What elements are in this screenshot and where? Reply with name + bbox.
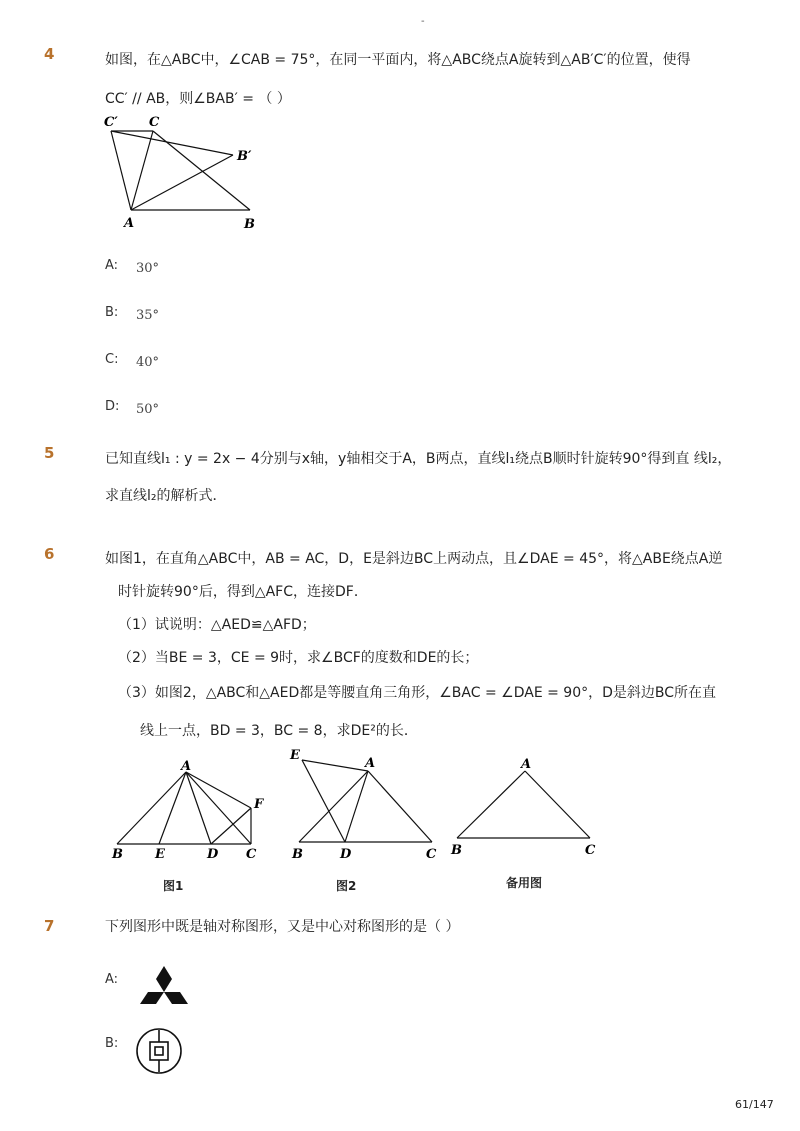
q4-option-d-value: 50° (136, 402, 160, 417)
fig3-label-c: C (585, 843, 596, 858)
question-number-7: 7 (44, 917, 55, 935)
q4-option-b-value: 35° (136, 308, 160, 323)
question-6-part-3: （3）如图2，△ABC和△AED都是等腰直角三角形，∠BAC = ∠DAE = 90°，D是斜边BC所在直 (118, 685, 717, 701)
fig2-label-d: D (340, 847, 352, 862)
fig2-label-e: E (290, 748, 300, 763)
header-mark: - (421, 16, 425, 27)
q4-option-d-label[interactable]: D: (105, 399, 120, 414)
question-6-figure-2 (285, 745, 445, 863)
fig1-label-d: D (207, 847, 219, 862)
question-4-line-1: 如图，在△ABC中，∠CAB = 75°，在同一平面内，将△ABC绕点A旋转到△AB′C′的位置，使得 (105, 52, 691, 68)
fig1-label-f: F (254, 797, 264, 812)
question-4-figure (100, 110, 270, 235)
page-number: 61/147 (735, 1098, 774, 1111)
fig2-caption: 图2 (336, 879, 357, 893)
fig1-label-c: C (246, 847, 257, 862)
fig1-label-a: A (181, 759, 192, 774)
question-6-part-1: （1）试说明：△AED≌△AFD； (118, 617, 316, 633)
q4-option-c-value: 40° (136, 355, 160, 370)
q4-option-b-label[interactable]: B: (105, 305, 119, 320)
question-6-line-2: 时针旋转90°后，得到△AFC，连接DF． (118, 584, 368, 600)
question-6-part-3-cont: 线上一点，BD = 3，BC = 8，求DE²的长． (140, 723, 418, 739)
fig4-label-c-prime: C′ (104, 115, 118, 130)
question-6-figure-1 (108, 758, 278, 863)
question-6-backup-figure (445, 752, 605, 860)
q7-option-b-label[interactable]: B: (105, 1036, 119, 1051)
fig4-label-a: A (124, 216, 135, 231)
q7-option-a-label[interactable]: A: (105, 972, 119, 987)
circle-square-symbol-icon (135, 1027, 185, 1077)
question-number-6: 6 (44, 545, 55, 563)
question-7-line-1: 下列图形中既是轴对称图形，又是中心对称图形的是（ ） (105, 919, 460, 935)
question-5-line-2: 求直线l₂的解析式． (105, 488, 227, 504)
fig1-label-b: B (112, 847, 123, 862)
question-5-line-1: 已知直线l₁ : y = 2x − 4分别与x轴，y轴相交于A，B两点，直线l₁绕点B顺时针旋转90°得到直 线l₂， (105, 451, 732, 467)
question-number-4: 4 (44, 45, 55, 63)
fig2-label-a: A (365, 756, 376, 771)
fig3-label-b: B (451, 843, 462, 858)
q4-option-a-label[interactable]: A: (105, 258, 119, 273)
question-4-line-2: CC′ // AB，则∠BAB′ = （ ） (105, 91, 291, 107)
fig2-label-c: C (426, 847, 437, 862)
fig3-label-a: A (521, 757, 532, 772)
mitsubishi-logo-icon (136, 964, 192, 1016)
question-number-5: 5 (44, 444, 55, 462)
fig2-label-b: B (292, 847, 303, 862)
question-6-line-1: 如图1，在直角△ABC中，AB = AC，D，E是斜边BC上两动点，且∠DAE = 45°，将△ABE绕点A逆 (105, 551, 723, 567)
fig1-label-e: E (155, 847, 165, 862)
fig4-label-c: C (149, 115, 160, 130)
q4-option-a-value: 30° (136, 261, 160, 276)
q4-option-c-label[interactable]: C: (105, 352, 119, 367)
fig4-label-b-prime: B′ (237, 149, 252, 164)
fig3-caption: 备用图 (506, 876, 543, 890)
question-6-part-2: （2）当BE = 3，CE = 9时，求∠BCF的度数和DE的长； (118, 650, 479, 666)
fig1-caption: 图1 (163, 879, 184, 893)
fig4-label-b: B (244, 217, 255, 232)
